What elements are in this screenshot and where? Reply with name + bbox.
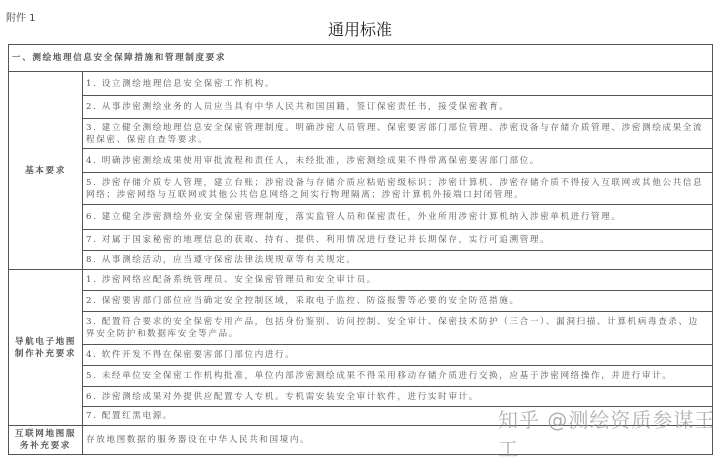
requirement-item: 4. 明确涉密测绘成果使用审批流程和责任人，未经批准，涉密测绘成果不得带离保密要害部门部位。 [83, 149, 713, 173]
requirement-item: 3. 建立健全测绘地理信息安全保密管理制度。明确涉密人员管理、保密要害部门部位管理、涉密设备与存储介质管理、涉密测绘成果全流程保密、保密自查等要求。 [83, 119, 713, 149]
requirement-item: 8. 从事测绘活动，应当遵守保密法律法规规章等有关规定。 [83, 251, 713, 270]
table-row [9, 173, 713, 205]
table-row [9, 72, 713, 96]
table-row [9, 291, 713, 312]
requirement-item: 2. 从事涉密测绘业务的人员应当具有中华人民共和国国籍，签订保密责任书，接受保密教育。 [83, 96, 713, 119]
category-basic-requirements: 基本要求 [9, 72, 83, 270]
requirement-item: 5. 涉密存储介质专人管理，建立台账；涉密设备与存储介质应粘贴密级标识；涉密计算机、涉密存储介质不得接入互联网或其他公共信息网络；涉密网络与互联网或其他公共信息网络之间实行物理隔离；涉密计算机外接端口封闭管理。 [83, 173, 713, 205]
requirement-item: 存放地图数据的服务器设在中华人民共和国境内。 [83, 426, 713, 455]
requirement-item: 1. 设立测绘地理信息安全保密工作机构。 [83, 72, 713, 96]
requirement-item: 6. 建立健全涉密测绘外业安全保密管理制度，落实监管人员和保密责任，外业所用涉密计算机纳入涉密单机进行管理。 [83, 205, 713, 230]
requirement-item: 3. 配置符合要求的安全保密专用产品，包括身份鉴别、访问控制、安全审计、保密技术防护（三合一）、漏洞扫描、计算机病毒查杀、边界安全防护和数据库安全等产品。 [83, 312, 713, 345]
category-internet-map-service-requirements: 互联网地图服务补充要求 [9, 426, 83, 455]
table-row [9, 426, 713, 455]
requirement-item: 6. 涉密测绘成果对外提供应配置专人专机。专机需安装安全审计软件，进行实时审计。 [83, 387, 713, 407]
category-navigation-map-requirements: 导航电子地图制作补充要求 [9, 270, 83, 426]
table-row [9, 230, 713, 251]
table-row [9, 149, 713, 173]
table-row [9, 251, 713, 270]
standards-table [8, 44, 713, 455]
watermark: 知乎 @测绘资质参谋王工 [498, 408, 716, 461]
requirement-item: 5. 未经单位安全保密工作机构批准，单位内部涉密测绘成果不得采用移动存储介质进行交换，应基于涉密网络操作，并进行审计。 [83, 366, 713, 387]
requirement-item: 7. 对属于国家秘密的地理信息的获取、持有、提供、利用情况进行登记并长期保存，实行可追溯管理。 [83, 230, 713, 251]
requirement-item: 1. 涉密网络应配备系统管理员、安全保密管理员和安全审计员。 [83, 270, 713, 291]
table-row [9, 96, 713, 119]
table-row [9, 407, 713, 426]
section-header-row [9, 45, 713, 72]
table-row [9, 387, 713, 407]
document-title: 通用标准 [327, 20, 392, 39]
table-row [9, 270, 713, 291]
table-row [9, 345, 713, 366]
requirement-item: 4. 软件开发不得在保密要害部门部位内进行。 [83, 345, 713, 366]
requirement-item: 7. 配置红黑电源。 [83, 407, 713, 426]
annex-label: 附件 1 [6, 13, 36, 24]
table-row [9, 119, 713, 149]
table-row [9, 366, 713, 387]
requirement-item: 2. 保密要害部门部位应当确定安全控制区域，采取电子监控、防盗报警等必要的安全防范措施。 [83, 291, 713, 312]
table-row [9, 205, 713, 230]
table-row [9, 312, 713, 345]
section-heading: 一、测绘地理信息安全保障措施和管理制度要求 [9, 45, 713, 72]
